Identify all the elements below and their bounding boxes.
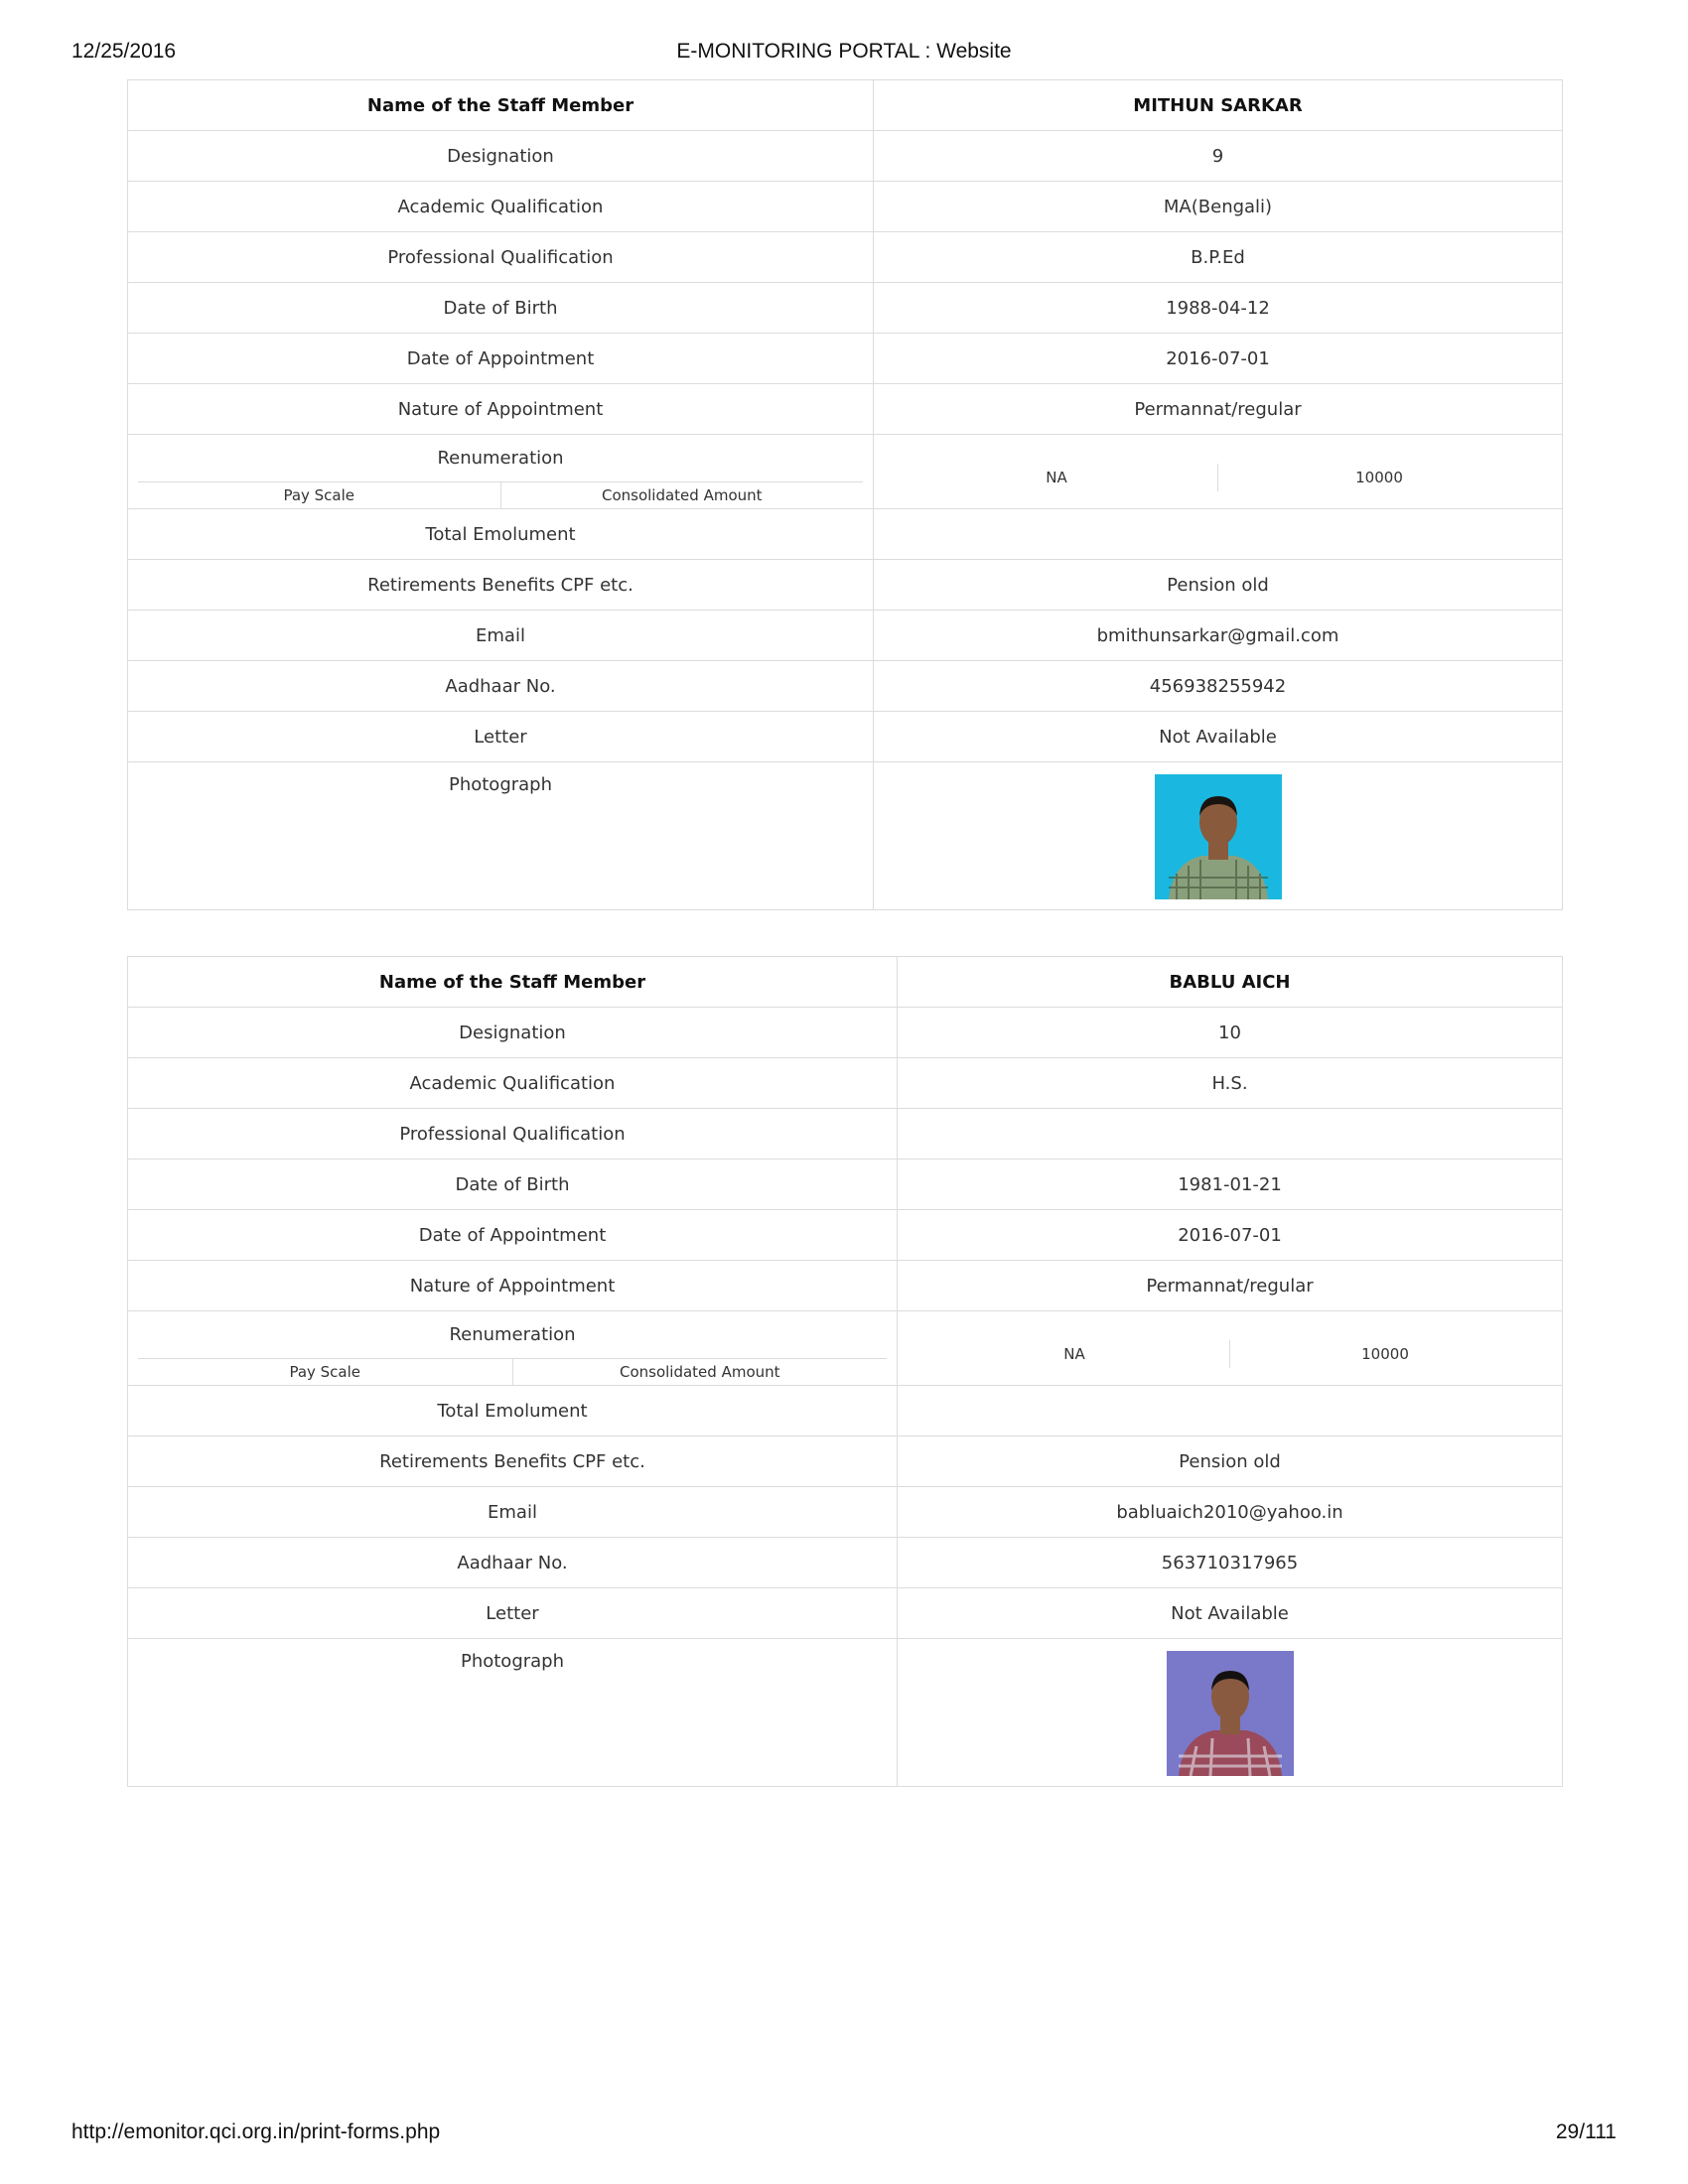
renumeration-values [919, 1340, 1540, 1368]
staff-name: BABLU AICH [898, 957, 1563, 1008]
table-row [128, 131, 1563, 182]
table-row [128, 1588, 1563, 1639]
doa-value: 2016-07-01 [874, 334, 1563, 384]
academic-label: Academic Qualification [128, 182, 874, 232]
photograph-label-cell [128, 762, 874, 910]
nature-label: Nature of Appointment [128, 1261, 898, 1311]
dob-value: 1981-01-21 [898, 1160, 1563, 1210]
letter-value: Not Available [874, 712, 1563, 762]
photograph-label-cell [128, 1639, 898, 1787]
table-row [128, 957, 1563, 1008]
email-label: Email [128, 1487, 898, 1538]
page-number: 29/111 [1555, 2120, 1617, 2143]
staff-table-2 [127, 956, 1563, 1787]
consolidated-value: 10000 [1217, 464, 1540, 491]
doa-value: 2016-07-01 [898, 1210, 1563, 1261]
table-row [128, 661, 1563, 712]
pay-scale-label: Pay Scale [283, 486, 355, 504]
table-row [128, 1639, 1563, 1787]
designation-label: Designation [128, 1008, 898, 1058]
consolidated-value: 10000 [1229, 1340, 1540, 1368]
name-label: Name of the Staff Member [128, 957, 898, 1008]
nature-label: Nature of Appointment [128, 384, 874, 435]
designation-value: 9 [874, 131, 1563, 182]
academic-label: Academic Qualification [128, 1058, 898, 1109]
table-row [128, 762, 1563, 910]
table-row [128, 560, 1563, 611]
renumeration-label: Renumeration [449, 1324, 576, 1345]
total-value [898, 1386, 1563, 1436]
email-value: babluaich2010@yahoo.in [898, 1487, 1563, 1538]
staff-photo [1167, 1651, 1294, 1776]
table-row [128, 80, 1563, 131]
retirement-value: Pension old [874, 560, 1563, 611]
doa-label: Date of Appointment [128, 1210, 898, 1261]
table-row [128, 232, 1563, 283]
table-row [128, 435, 1563, 509]
aadhaar-value: 563710317965 [898, 1538, 1563, 1588]
pay-scale-value: NA [1063, 1345, 1085, 1363]
photograph-cell [874, 762, 1563, 910]
renumeration-label: Renumeration [437, 448, 564, 469]
aadhaar-value: 456938255942 [874, 661, 1563, 712]
retirement-label: Retirements Benefits CPF etc. [128, 560, 874, 611]
table-row [128, 1261, 1563, 1311]
table-row [128, 1311, 1563, 1386]
page-header [71, 40, 1617, 69]
photograph-cell [898, 1639, 1563, 1787]
retirement-value: Pension old [898, 1436, 1563, 1487]
email-value: bmithunsarkar@gmail.com [874, 611, 1563, 661]
dob-label: Date of Birth [128, 1160, 898, 1210]
staff-table-1 [127, 79, 1563, 910]
table-row [128, 1109, 1563, 1160]
table-row [128, 1538, 1563, 1588]
letter-label: Letter [128, 1588, 898, 1639]
photograph-label: Photograph [448, 774, 553, 795]
retirement-label: Retirements Benefits CPF etc. [128, 1436, 898, 1487]
renumeration-label-cell [128, 435, 874, 509]
letter-value: Not Available [898, 1588, 1563, 1639]
renumeration-values-cell [874, 435, 1563, 509]
total-label: Total Emolument [128, 509, 874, 560]
aadhaar-label: Aadhaar No. [128, 661, 874, 712]
name-label: Name of the Staff Member [128, 80, 874, 131]
page-title: E-MONITORING PORTAL : Website [676, 40, 1012, 63]
doa-label: Date of Appointment [128, 334, 874, 384]
professional-value: B.P.Ed [874, 232, 1563, 283]
table-row [128, 1210, 1563, 1261]
table-row [128, 509, 1563, 560]
table-row [128, 334, 1563, 384]
table-row [128, 1386, 1563, 1436]
pay-scale-value: NA [1046, 469, 1067, 486]
table-row [128, 712, 1563, 762]
staff-name: MITHUN SARKAR [874, 80, 1563, 131]
consolidated-label: Consolidated Amount [500, 482, 864, 508]
table-row [128, 1160, 1563, 1210]
total-value [874, 509, 1563, 560]
page-footer [71, 2120, 1617, 2150]
renumeration-label-cell [128, 1311, 898, 1386]
academic-value: MA(Bengali) [874, 182, 1563, 232]
designation-label: Designation [128, 131, 874, 182]
table-row [128, 1008, 1563, 1058]
renumeration-values [896, 464, 1540, 491]
designation-value: 10 [898, 1008, 1563, 1058]
nature-value: Permannat/regular [874, 384, 1563, 435]
renumeration-subheaders [138, 1358, 887, 1385]
table-row [128, 1487, 1563, 1538]
letter-label: Letter [128, 712, 874, 762]
photograph-label: Photograph [460, 1651, 565, 1672]
professional-label: Professional Qualification [128, 1109, 898, 1160]
dob-label: Date of Birth [128, 283, 874, 334]
email-label: Email [128, 611, 874, 661]
dob-value: 1988-04-12 [874, 283, 1563, 334]
aadhaar-label: Aadhaar No. [128, 1538, 898, 1588]
table-row [128, 384, 1563, 435]
consolidated-label: Consolidated Amount [512, 1359, 888, 1385]
table-row [128, 283, 1563, 334]
page-url: http://emonitor.qci.org.in/print-forms.php [71, 2120, 441, 2143]
total-label: Total Emolument [128, 1386, 898, 1436]
professional-label: Professional Qualification [128, 232, 874, 283]
renumeration-subheaders [138, 481, 863, 508]
print-date: 12/25/2016 [71, 40, 177, 63]
table-row [128, 1436, 1563, 1487]
staff-photo [1155, 774, 1282, 899]
table-row [128, 1058, 1563, 1109]
nature-value: Permannat/regular [898, 1261, 1563, 1311]
professional-value [898, 1109, 1563, 1160]
academic-value: H.S. [898, 1058, 1563, 1109]
table-row [128, 611, 1563, 661]
table-row [128, 182, 1563, 232]
pay-scale-label: Pay Scale [289, 1363, 361, 1381]
renumeration-values-cell [898, 1311, 1563, 1386]
